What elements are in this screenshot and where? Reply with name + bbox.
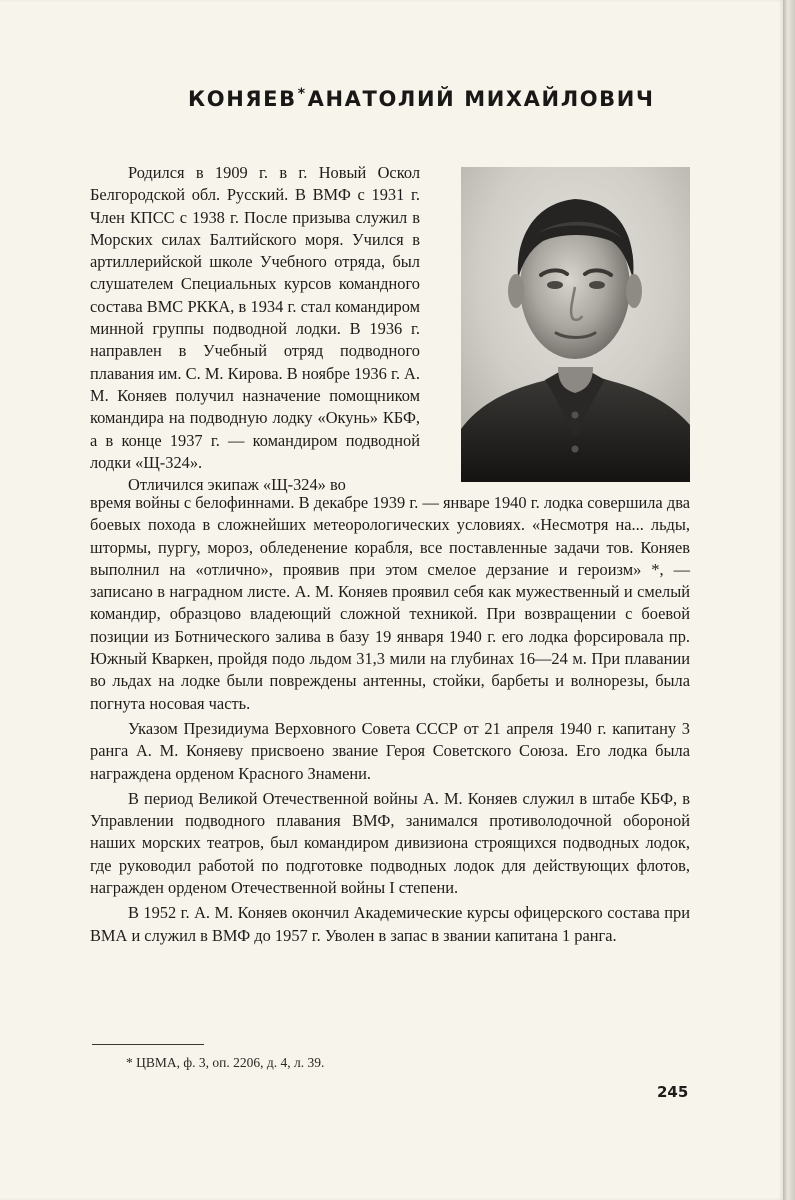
paragraph-winter-war: время войны с белофиннами. В декабре 1939 г. — январе 1940 г. лодка совершила два боевых похода в сложнейших метеорологических условиях. «Несмотря на... льды, штормы, пургу, мороз, обледенение корабля, все поставленные задачи тов. Коняев выполнил на «отлично», проявив при этом смелое дерзание и героизм» *, — записано в наградном листе. А. М. Коняев проявил себя как мужественный и смелый командир, образцово владеющий сложной техникой. При возвращении с боевой позиции из Ботнического залива в базу 19 января 1940 г. его лодка форсировала пр. Южный Кваркен, пройдя подо льдом 31,3 мили на глубинах 16—24 м. При плавании во льдах на лодке были повреждены антенны, стойки, барбеты и волнорезы, была погнута носовая часть. [90, 493, 690, 713]
biography-column-beside-photo [90, 162, 420, 496]
page-number: 245 [657, 1083, 689, 1101]
paragraph-early-career: Родился в 1909 г. в г. Новый Оскол Белгородской обл. Русский. В ВМФ с 1931 г. Член КПСС с 1938 г. После призыва служил в Морских силах Балтийского моря. Учился в артиллерийской школе Учебного отряда, был слушателем Специальных курсов командного состава ВМС РККА, в 1934 г. стал командиром минной группы подводной лодки. В 1936 г. направлен в Учебный отряд подводного плавания им. С. М. Кирова. В ноябре 1936 г. А. М. Коняев получил назначение помощником командира на подводную лодку «Окунь» КБФ, а в конце 1937 г. — командиром подводной лодки «Щ-324». [90, 163, 420, 472]
footnote: * ЦВМА, ф. 3, оп. 2206, д. 4, л. 39. [126, 1055, 325, 1070]
paragraph-winter-war-start: Отличился экипаж «Щ-324» во [128, 475, 346, 495]
biography-column-full-width [90, 492, 690, 947]
title-given-names: АНАТОЛИЙ МИХАЙЛОВИЧ [307, 87, 655, 111]
hero-star-mark: * [297, 86, 307, 102]
paragraph-later-career: В 1952 г. А. М. Коняев окончил Академические курсы офицерского состава при ВМА и служил в ВМФ до 1957 г. Уволен в запас в звании капитана 1 ранга. [90, 903, 690, 945]
paragraph-great-patriotic-war: В период Великой Отечественной войны А. М. Коняев служил в штабе КБФ, в Управлении подводного плавания ВМФ, занимался противолодочной обороной наших морских театров, был командиром дивизиона строящихся подводных лодок, где руководил работой по подготовке подводных лодок для действующих флотов, награжден орденом Отечественной войны I степени. [90, 788, 690, 898]
paragraph-hero-award: Указом Президиума Верховного Совета СССР от 21 апреля 1940 г. капитану 3 ранга А. М. Коняеву присвоено звание Героя Советского Союза. Его лодка была награждена орденом Красного Знамени. [90, 718, 690, 783]
page-edge [783, 0, 795, 1200]
title-surname: КОНЯЕВ [188, 87, 297, 111]
footnote-divider [92, 1044, 204, 1045]
portrait-photo [461, 167, 690, 482]
page-title [188, 86, 655, 111]
